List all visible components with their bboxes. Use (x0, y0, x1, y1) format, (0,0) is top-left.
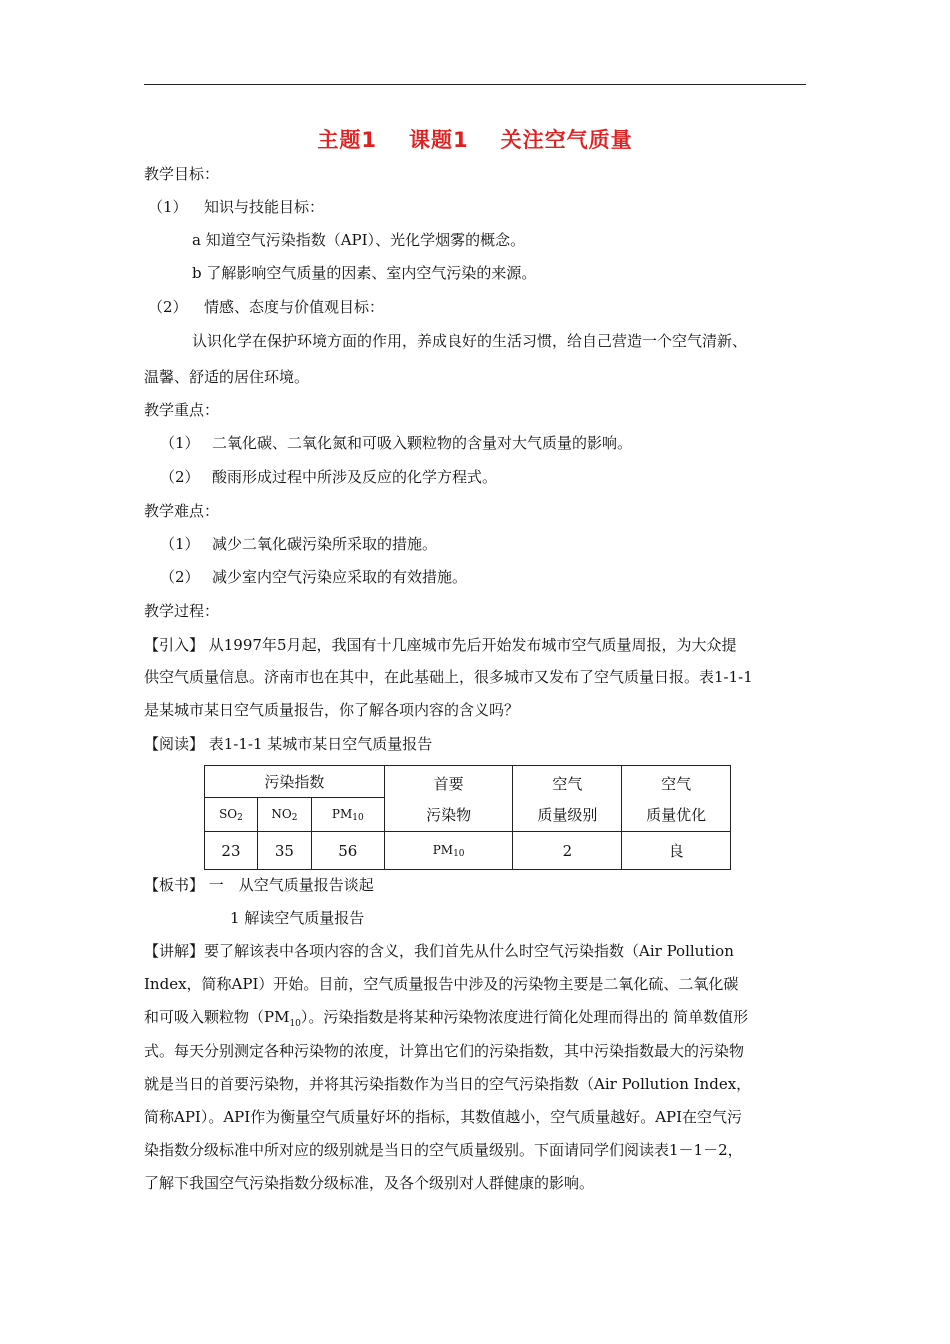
intro-line-3: 是某城市某日空气质量报告，你了解各项内容的含义吗？ (144, 701, 520, 719)
title-subject: 关注空气质量 (500, 128, 633, 152)
value-so2: 23 (205, 832, 258, 870)
reading-caption: 【阅读】 表1-1-1 某城市某日空气质量报告 (144, 735, 433, 753)
goal-1-item-b: b 了解影响空气质量的因素、室内空气污染的来源。 (192, 264, 537, 282)
intro-line-2: 供空气质量信息。济南市也在其中，在此基础上，很多城市又发布了空气质量日报。表1-1-1 (144, 668, 753, 686)
goal-2-label: 情感、态度与价值观目标： (204, 298, 385, 316)
value-quality-level: 2 (513, 832, 622, 870)
goal-1-number: （1） (148, 198, 188, 216)
explain-line-3: 和可吸入颗粒物$(PM_{10})$。污染指数是将某种污染物浓度进行简化处理而得出的 简单数值形 (144, 1008, 749, 1029)
header-so2: $SO_2$ (205, 798, 258, 832)
key-2-number: （2） (160, 468, 200, 486)
explain-line-7: 染指数分级标准中所对应的级别就是当日的空气质量级别。下面请同学们阅读表1－1－2， (144, 1141, 743, 1159)
explain-line-2: Index，简称API）开始。目前，空气质量报告中涉及的污染物主要是二氧化硫、二氧化碳 (144, 975, 739, 993)
explain-line-6: 简称API）。API作为衡量空气质量好坏的指标，其数值越小，空气质量越好。API在空气污 (144, 1108, 743, 1126)
difficult-1-number: （1） (160, 535, 200, 553)
process-heading: 教学过程： (144, 602, 220, 620)
goal-2-number: （2） (148, 298, 188, 316)
title-lesson: 课题1 (409, 128, 469, 152)
difficult-1-text: 减少二氧化碳污染所采取的措施。 (212, 535, 438, 553)
header-pm10: $PM_{10}$ (311, 798, 384, 832)
difficult-heading: 教学难点： (144, 502, 220, 520)
goal-1-label: 知识与技能目标： (204, 198, 325, 216)
explain-line-8: 了解下我国空气污染指数分级标准，及各个级别对人群健康的影响。 (144, 1174, 595, 1192)
header-rule (144, 84, 806, 85)
goal-2-text-line1: 认识化学在保护环境方面的作用，养成良好的生活习惯，给自己营造一个空气清新、 (192, 332, 748, 350)
explain-line-5: 就是当日的首要污染物，并将其污染指数作为当日的空气污染指数（Air Pollution Index， (144, 1075, 752, 1093)
board-line-1: 【板书】 一 从空气质量报告谈起 (144, 876, 374, 894)
key-heading: 教学重点： (144, 401, 220, 419)
header-primary-pollutant: 首要 污染物 (384, 766, 513, 832)
value-primary-pollutant: $PM_{10}$ (384, 832, 513, 870)
goal-2-text-line2: 温馨、舒适的居住环境。 (144, 368, 310, 386)
goals-heading: 教学目标： (144, 165, 220, 183)
header-quality-status: 空气 质量优化 (622, 766, 731, 832)
explain-line-1: 【讲解】要了解该表中各项内容的含义，我们首先从什么时空气污染指数（Air Pollution (144, 942, 734, 960)
value-quality-status: 良 (622, 832, 731, 870)
header-quality-level: 空气 质量级别 (513, 766, 622, 832)
page-title (0, 124, 950, 154)
board-line-2: 1 解读空气质量报告 (230, 909, 365, 927)
value-pm10: 56 (311, 832, 384, 870)
air-quality-report-table (204, 765, 731, 870)
goal-1-item-a: a 知道空气污染指数（API）、光化学烟雾的概念。 (192, 231, 526, 249)
difficult-2-text: 减少室内空气污染应采取的有效措施。 (212, 568, 468, 586)
title-topic: 主题1 (317, 128, 377, 152)
value-no2: 35 (257, 832, 311, 870)
explain-line-4: 式。每天分别测定各种污染物的浓度，计算出它们的污染指数，其中污染指数最大的污染物 (144, 1042, 745, 1060)
header-no2: $NO_2$ (257, 798, 311, 832)
key-2-text: 酸雨形成过程中所涉及反应的化学方程式。 (212, 468, 498, 486)
header-pollution-index: 污染指数 (205, 766, 385, 798)
intro-line-1: 【引入】 从1997年5月起，我国有十几座城市先后开始发布城市空气质量周报，为大众提 (144, 636, 737, 654)
key-1-number: （1） (160, 434, 200, 452)
difficult-2-number: （2） (160, 568, 200, 586)
key-1-text: 二氧化碳、二氧化氮和可吸入颗粒物的含量对大气质量的影响。 (212, 434, 633, 452)
